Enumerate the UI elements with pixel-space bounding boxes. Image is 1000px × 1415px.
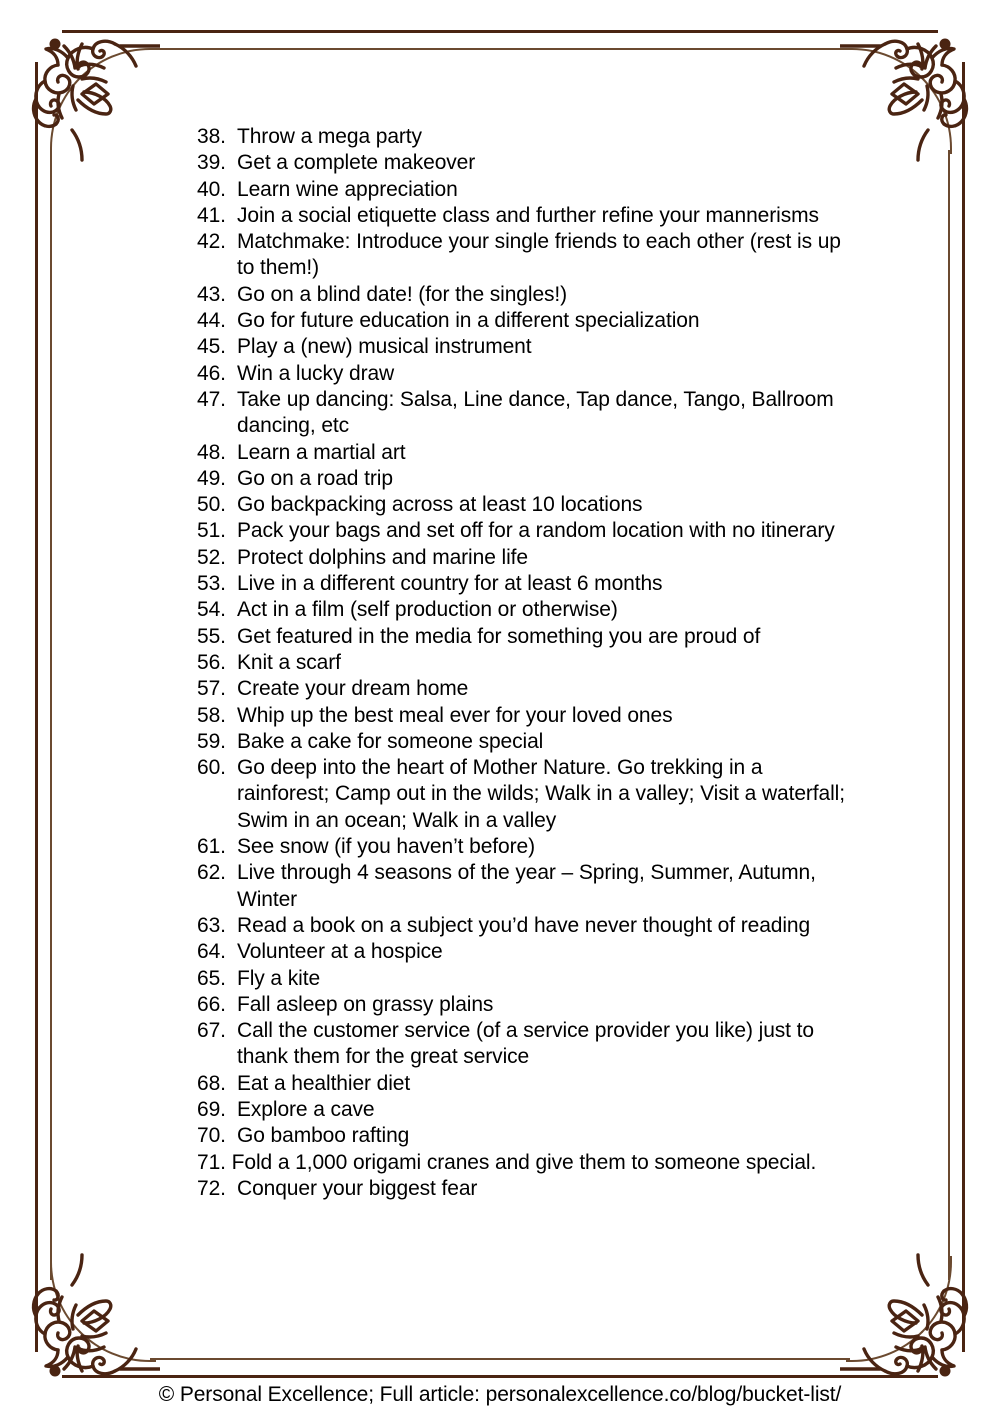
- bucket-list-item-number: 39.: [197, 151, 226, 175]
- bucket-list-item-text: Learn a martial art: [237, 440, 406, 464]
- frame-line-top-outer: [62, 30, 938, 33]
- bucket-list-item-text: Pack your bags and set off for a random location with no itinerary: [237, 519, 835, 543]
- bucket-list-item-text: Call the customer service (of a service provider you like) just to thank them for the great service: [237, 1019, 814, 1069]
- bucket-list-item-text: Go on a blind date! (for the singles!): [237, 282, 568, 306]
- bucket-list-item-text: Matchmake: Introduce your single friends to each other (rest is up to them!): [237, 230, 841, 280]
- bucket-list-item: [197, 229, 857, 282]
- bucket-list-item-text: Fly a kite: [237, 966, 321, 990]
- bucket-list-item: [197, 860, 857, 913]
- bucket-list-item: [197, 571, 857, 597]
- bucket-list-item: [197, 624, 857, 650]
- bucket-list-item-number: 49.: [197, 466, 226, 490]
- bucket-list-item: [197, 308, 857, 334]
- bucket-list-item-text: Act in a film (self production or otherwise): [237, 598, 618, 622]
- bucket-list-item-text: Learn wine appreciation: [237, 177, 458, 201]
- bucket-list-item: [197, 150, 857, 176]
- bucket-list-item: [197, 361, 857, 387]
- bucket-list-item-text: Go for future education in a different specialization: [237, 309, 700, 333]
- bucket-list-item-text: Eat a healthier diet: [237, 1071, 411, 1095]
- bucket-list-item-text: Live through 4 seasons of the year – Spring, Summer, Autumn, Winter: [237, 861, 816, 911]
- bucket-list-item-number: 62.: [197, 861, 226, 885]
- bucket-list-item: [197, 387, 857, 440]
- footer-credit: © Personal Excellence; Full article: personalexcellence.co/blog/bucket-list/: [158, 1383, 842, 1406]
- bucket-list-item-number: 47.: [197, 387, 226, 411]
- bucket-list-item-text: Knit a scarf: [237, 650, 341, 674]
- frame-line-bottom-outer: [62, 1375, 938, 1378]
- frame-corner-arc-bottom-left: [50, 1256, 156, 1362]
- bucket-list-item-text: Conquer your biggest fear: [237, 1176, 478, 1200]
- bucket-list-item: [197, 1071, 857, 1097]
- bucket-list-item-text: Throw a mega party: [237, 125, 422, 148]
- corner-flourish-ornament-bottom-right: [840, 1253, 980, 1393]
- bucket-list-item: [197, 334, 857, 360]
- bucket-list-item-number: 53.: [197, 572, 226, 596]
- ornament-dot: [50, 39, 61, 50]
- bucket-list-item-text: Get featured in the media for something you are proud of: [237, 624, 761, 648]
- bucket-list-item-number: 63.: [197, 913, 226, 937]
- bucket-list-item-text: Fall asleep on grassy plains: [237, 992, 494, 1016]
- bucket-list-item-text: Bake a cake for someone special: [237, 729, 544, 753]
- bucket-list-item: [197, 834, 857, 860]
- bucket-list-item-text: Whip up the best meal ever for your loved ones: [237, 703, 673, 727]
- bucket-list-item: [197, 518, 857, 544]
- bucket-list-item-text: Win a lucky draw: [237, 361, 395, 385]
- frame-line-top-inner: [150, 48, 850, 50]
- bucket-list-item: [197, 466, 857, 492]
- bucket-list-item-number: 69.: [197, 1097, 226, 1121]
- bucket-list-item-number: 50.: [197, 493, 226, 517]
- bucket-list-item: [197, 1018, 857, 1071]
- frame-line-right-inner: [948, 150, 950, 1280]
- bucket-list-item: [197, 1150, 857, 1176]
- frame-corner-arc-top-right: [846, 48, 952, 154]
- bucket-list-item-number: 54.: [197, 598, 226, 622]
- bucket-list-item-number: 58.: [197, 703, 226, 727]
- bucket-list-item: [197, 703, 857, 729]
- bucket-list-item: [197, 282, 857, 308]
- bucket-list-item-number: 48.: [197, 440, 226, 464]
- bucket-list-item-text: Go deep into the heart of Mother Nature. Go trekking in a rainforest; Camp out in the wilds; Walk in a valley; Visit a waterfall; Swim in an ocean; Walk in a valley: [237, 756, 845, 832]
- bucket-list-item: [197, 440, 857, 466]
- bucket-list-item: [197, 729, 857, 755]
- bucket-list-item-text: Join a social etiquette class and further refine your mannerisms: [237, 203, 819, 227]
- bucket-list-item-number: 44.: [197, 309, 226, 333]
- bucket-list-item-number: 64.: [197, 940, 226, 964]
- bucket-list-item: [197, 966, 857, 992]
- bucket-list-content: [197, 124, 857, 1202]
- corner-flourish-ornament-bottom-left: [20, 1253, 160, 1393]
- bucket-list-item: [197, 1123, 857, 1149]
- bucket-list-item-number: 45.: [197, 335, 226, 359]
- bucket-list-item-number: 61.: [197, 835, 226, 859]
- bucket-list-item: [197, 492, 857, 518]
- bucket-list-item-number: 72.: [197, 1176, 226, 1200]
- bucket-list-item-text: Explore a cave: [237, 1097, 375, 1121]
- bucket-list-item-number: 42.: [197, 230, 226, 254]
- bucket-list-item-number: 46.: [197, 361, 226, 385]
- bucket-list-item-number: 67.: [197, 1019, 226, 1043]
- bucket-list-item-number: 41.: [197, 203, 226, 227]
- bucket-list-item-text: See snow (if you haven’t before): [237, 835, 535, 859]
- bucket-list-item-number: 38.: [197, 125, 226, 148]
- bucket-list-item-text: Fold a 1,000 origami cranes and give them to someone special.: [231, 1150, 817, 1174]
- bucket-list-item: [197, 177, 857, 203]
- bucket-list-item: [197, 1097, 857, 1123]
- bucket-list-item-number: 68.: [197, 1071, 226, 1095]
- corner-flourish-ornament-top-right: [840, 22, 980, 162]
- bucket-list-item-number: 70.: [197, 1124, 226, 1148]
- bucket-list-item-text: Go bamboo rafting: [237, 1124, 410, 1148]
- bucket-list-item-text: Protect dolphins and marine life: [237, 545, 528, 569]
- bucket-list-item-number: 66.: [197, 992, 226, 1016]
- bucket-list-item-number: 55.: [197, 624, 226, 648]
- frame-line-bottom-inner: [150, 1358, 850, 1360]
- bucket-list-item-number: 51.: [197, 519, 226, 543]
- bucket-list-item: [197, 650, 857, 676]
- bucket-list-item-text: Get a complete makeover: [237, 151, 476, 175]
- bucket-list-item-number: 65.: [197, 966, 226, 990]
- bucket-list-item: [197, 755, 857, 834]
- frame-corner-arc-top-left: [50, 48, 156, 154]
- frame-corner-arc-bottom-right: [846, 1256, 952, 1362]
- corner-flourish-ornament-top-left: [20, 22, 160, 162]
- bucket-list-item-number: 43.: [197, 282, 226, 306]
- bucket-list-item-number: 59.: [197, 729, 226, 753]
- bucket-list-item-text: Create your dream home: [237, 677, 469, 701]
- bucket-list-item-number: 52.: [197, 545, 226, 569]
- bucket-list-item-number: 71.: [197, 1150, 226, 1174]
- bucket-list-item: [197, 545, 857, 571]
- bucket-list-item: [197, 676, 857, 702]
- frame-line-left-inner: [50, 150, 52, 1280]
- bucket-list-item: [197, 913, 857, 939]
- bucket-list-item: [197, 1176, 857, 1202]
- bucket-list-item-number: 57.: [197, 677, 226, 701]
- bucket-list-item-number: 60.: [197, 756, 226, 780]
- bucket-list-item: [197, 124, 857, 150]
- bucket-list-item-text: Read a book on a subject you’d have never thought of reading: [237, 913, 811, 937]
- bucket-list-item: [197, 203, 857, 229]
- bucket-list-item: [197, 597, 857, 623]
- bucket-list-item-text: Go on a road trip: [237, 466, 393, 490]
- bucket-list-item-number: 56.: [197, 650, 226, 674]
- bucket-list-item-text: Volunteer at a hospice: [237, 940, 443, 964]
- bucket-list-item-text: Play a (new) musical instrument: [237, 335, 532, 359]
- bucket-list-item: [197, 939, 857, 965]
- bucket-list: [197, 124, 857, 1202]
- bucket-list-item-text: Take up dancing: Salsa, Line dance, Tap dance, Tango, Ballroom dancing, etc: [237, 387, 834, 438]
- bucket-list-item-text: Live in a different country for at least 6 months: [237, 572, 663, 596]
- frame-line-right-outer: [962, 62, 965, 1352]
- bucket-list-item-number: 40.: [197, 177, 226, 201]
- bucket-list-item: [197, 992, 857, 1018]
- frame-line-left-outer: [35, 62, 38, 1352]
- bucket-list-item-text: Go backpacking across at least 10 locations: [237, 493, 643, 517]
